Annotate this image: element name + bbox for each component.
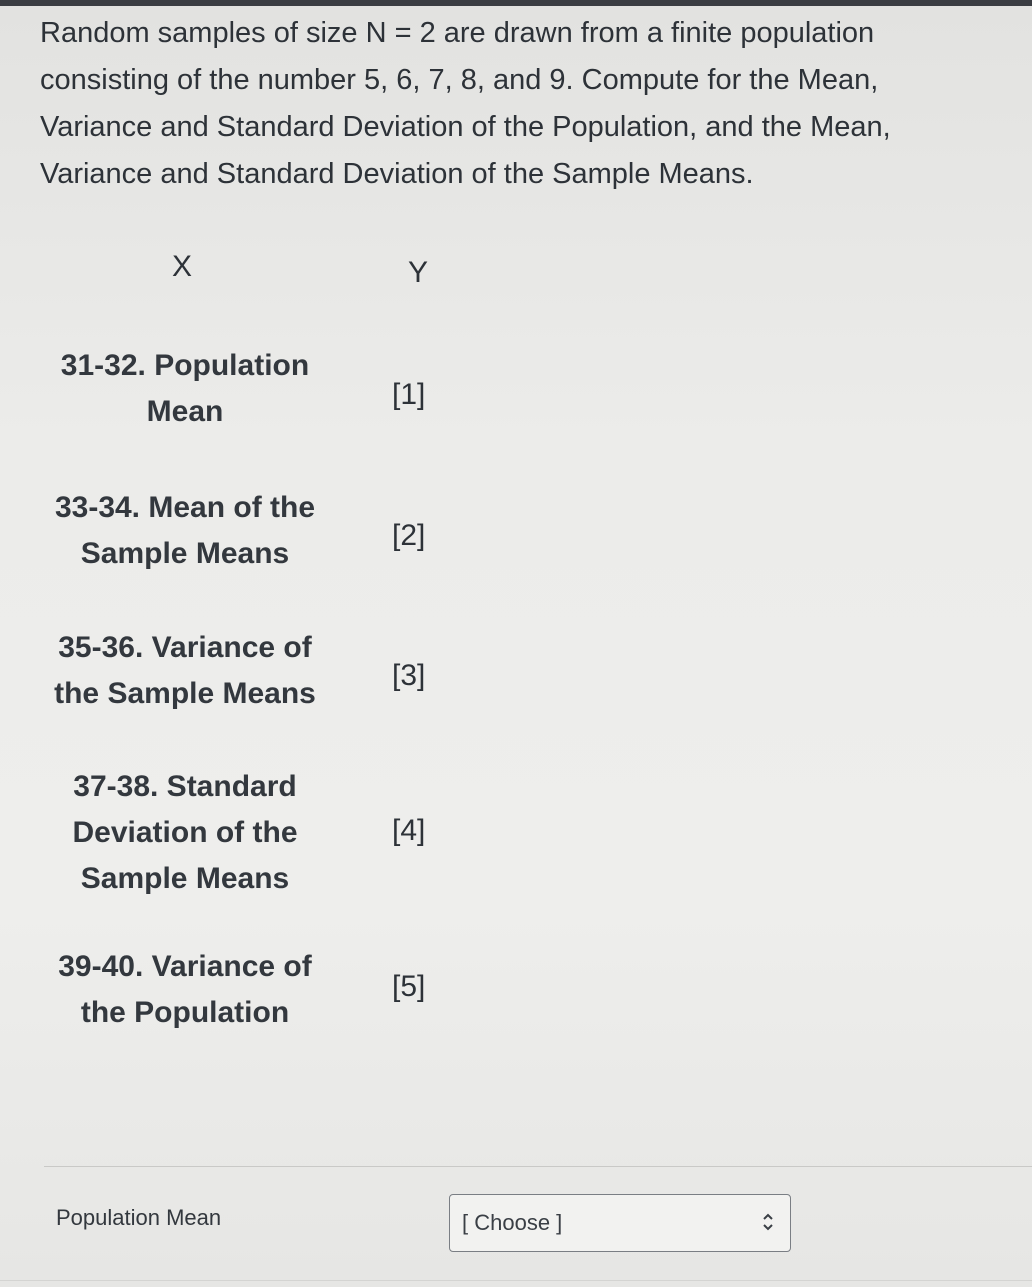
- row-label-line: 35-36. Variance of: [58, 631, 312, 664]
- bottom-divider: [0, 1280, 1032, 1281]
- row-label-std-dev-of-sample-means: [40, 764, 330, 902]
- row-value-5: [5]: [392, 970, 426, 1003]
- population-mean-select[interactable]: [449, 1194, 791, 1252]
- column-header-x: X: [172, 250, 193, 283]
- row-value-2: [2]: [392, 519, 426, 552]
- row-label-line: 37-38. Standard: [73, 770, 297, 803]
- row-label-variance-of-sample-means: [40, 625, 330, 717]
- row-label-line: 33-34. Mean of the: [54, 491, 316, 524]
- up-down-chevron-icon: [762, 1209, 774, 1235]
- row-value-4: [4]: [392, 814, 426, 847]
- column-header-y: Y: [408, 256, 429, 289]
- row-label-line: the Sample Means: [54, 677, 316, 710]
- row-label-population-mean: [40, 343, 330, 435]
- row-label-line: the Population: [80, 996, 290, 1029]
- row-label-variance-of-population: [40, 944, 330, 1036]
- row-label-mean-of-sample-means: [40, 485, 330, 577]
- top-edge-bar: [0, 0, 1032, 6]
- answer-label-population-mean: Population Mean: [56, 1205, 222, 1230]
- row-label-line: 39-40. Variance of: [58, 950, 312, 983]
- row-value-3: [3]: [392, 659, 426, 692]
- row-label-line: Sample Means: [80, 537, 290, 570]
- row-label-line: Sample Means: [80, 862, 290, 895]
- row-label-line: 31-32. Population: [60, 349, 310, 382]
- row-value-1: [1]: [392, 378, 426, 411]
- section-divider: [44, 1166, 1032, 1167]
- select-value: [ Choose ]: [462, 1210, 563, 1235]
- question-text: Random samples of size N = 2 are drawn from a finite population consisting of the number 5, 6, 7, 8, and 9. Compute for the Mean, Variance and Standard Deviation of the Population, and the Mean, Variance and Standard Deviation of the Sample Means.: [40, 17, 891, 190]
- row-label-line: Deviation of the: [72, 816, 298, 849]
- row-label-line: Mean: [146, 395, 224, 428]
